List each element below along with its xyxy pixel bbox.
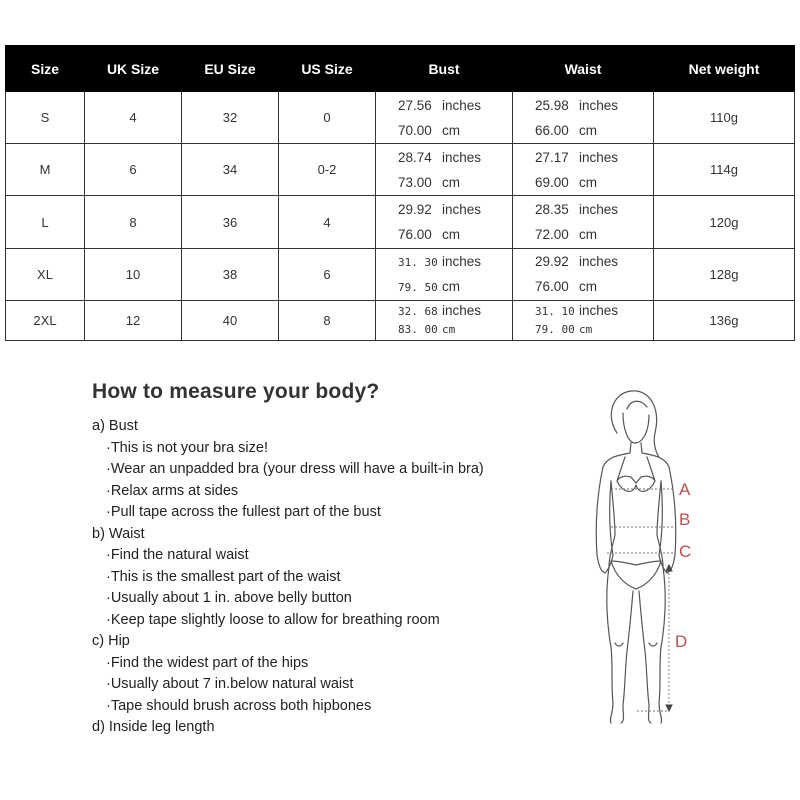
section-inside-leg-heading: d) Inside leg length bbox=[92, 719, 215, 735]
size-chart-table bbox=[5, 45, 795, 341]
table-row bbox=[6, 144, 795, 196]
list-item: ·Usually about 1 in. above belly button bbox=[106, 590, 352, 606]
header-net-weight: Net weight bbox=[654, 46, 795, 92]
header-eu-size: EU Size bbox=[182, 46, 279, 92]
right-leg-outline bbox=[659, 567, 665, 723]
waist-cm: 66.00 cm bbox=[535, 122, 597, 138]
cell-uk-size: 12 bbox=[85, 300, 182, 340]
arrow-down-icon bbox=[666, 705, 672, 711]
bust-cm: 79. 50 cm bbox=[398, 279, 460, 295]
cell-size: 2XL bbox=[6, 300, 85, 340]
cell-uk-size: 10 bbox=[85, 248, 182, 300]
header-us-size: US Size bbox=[279, 46, 376, 92]
cell-uk-size: 6 bbox=[85, 144, 182, 196]
cell-bust bbox=[376, 144, 513, 196]
list-item: ·Pull tape across the fullest part of the bust bbox=[106, 504, 381, 520]
list-item: ·Relax arms at sides bbox=[106, 482, 239, 499]
bust-inches: 32. 68 inches bbox=[398, 303, 482, 319]
bust-inches: 31. 30 inches bbox=[398, 254, 482, 270]
header-size: Size bbox=[6, 46, 85, 92]
left-leg-outline bbox=[607, 567, 613, 723]
waist-inches: 28.35 inches bbox=[535, 202, 619, 217]
bust-cm: 76.00 cm bbox=[398, 227, 460, 242]
cell-size: M bbox=[6, 144, 85, 196]
header-uk-size: UK Size bbox=[85, 46, 182, 92]
body-measurement-figure bbox=[575, 385, 735, 740]
cell-uk-size: 4 bbox=[85, 92, 182, 144]
cell-us-size: 4 bbox=[279, 196, 376, 248]
bust-inches: 29.92 inches bbox=[398, 202, 482, 217]
list-item: ·This is the smallest part of the waist bbox=[106, 568, 341, 585]
section-hip-heading: c) Hip bbox=[92, 633, 130, 649]
waist-inches: 29.92 inches bbox=[535, 254, 619, 270]
cell-size: XL bbox=[6, 248, 85, 300]
cell-us-size: 6 bbox=[279, 248, 376, 300]
list-item: ·This is not your bra size! bbox=[106, 439, 268, 456]
cell-bust bbox=[376, 196, 513, 248]
cell-us-size: 0-2 bbox=[279, 144, 376, 196]
cell-waist bbox=[513, 196, 654, 248]
bikini-bottom bbox=[611, 561, 661, 589]
list-item: ·Tape should brush across both hipbones bbox=[106, 697, 372, 714]
label-b: B bbox=[679, 510, 691, 529]
label-d: D bbox=[675, 632, 688, 651]
bust-cm: 70.00 cm bbox=[398, 122, 460, 138]
cell-net-weight: 136g bbox=[654, 300, 795, 340]
cell-uk-size: 8 bbox=[85, 196, 182, 248]
section-waist-heading: b) Waist bbox=[92, 525, 145, 542]
list-item: ·Usually about 7 in.below natural waist bbox=[106, 676, 354, 692]
waist-cm: 79. 00 cm bbox=[535, 323, 593, 337]
cell-size: L bbox=[6, 196, 85, 248]
cell-bust bbox=[376, 248, 513, 300]
cell-size: S bbox=[6, 92, 85, 144]
table-row bbox=[6, 248, 795, 300]
table-row bbox=[6, 196, 795, 248]
bust-cm: 83. 00 cm bbox=[398, 323, 456, 337]
cell-eu-size: 32 bbox=[182, 92, 279, 144]
cell-eu-size: 34 bbox=[182, 144, 279, 196]
bust-inches: 27.56 inches bbox=[398, 97, 482, 113]
cell-net-weight: 114g bbox=[654, 144, 795, 196]
bust-cm: 73.00 cm bbox=[398, 174, 460, 190]
list-item: ·Find the natural waist bbox=[106, 547, 249, 563]
cell-net-weight: 120g bbox=[654, 196, 795, 248]
waist-cm: 69.00 cm bbox=[535, 174, 597, 190]
waist-cm: 72.00 cm bbox=[535, 227, 597, 242]
section-bust-heading: a) Bust bbox=[92, 418, 138, 434]
header-bust: Bust bbox=[376, 46, 513, 92]
hair-outline bbox=[611, 391, 659, 457]
waist-inches: 27.17 inches bbox=[535, 149, 619, 165]
cell-us-size: 8 bbox=[279, 300, 376, 340]
cell-net-weight: 110g bbox=[654, 92, 795, 144]
label-c: C bbox=[679, 542, 692, 561]
table-header-row bbox=[6, 46, 795, 92]
head-outline bbox=[623, 413, 649, 443]
label-a: A bbox=[679, 480, 691, 499]
cell-us-size: 0 bbox=[279, 92, 376, 144]
waist-inches: 31. 10 inches bbox=[535, 303, 619, 319]
cell-net-weight: 128g bbox=[654, 248, 795, 300]
cell-eu-size: 40 bbox=[182, 300, 279, 340]
list-item: ·Keep tape slightly loose to allow for breathing room bbox=[106, 611, 440, 628]
bust-inches: 28.74 inches bbox=[398, 149, 482, 165]
cell-waist bbox=[513, 144, 654, 196]
cell-waist bbox=[513, 92, 654, 144]
list-item: ·Find the widest part of the hips bbox=[106, 654, 309, 671]
cell-waist bbox=[513, 300, 654, 340]
header-waist: Waist bbox=[513, 46, 654, 92]
list-item: ·Wear an unpadded bra (your dress will have a built-in bra) bbox=[106, 461, 484, 477]
cell-bust bbox=[376, 92, 513, 144]
table-row bbox=[6, 300, 795, 340]
guide-title: How to measure your body? bbox=[92, 380, 380, 403]
cell-eu-size: 36 bbox=[182, 196, 279, 248]
cell-eu-size: 38 bbox=[182, 248, 279, 300]
waist-inches: 25.98 inches bbox=[535, 97, 619, 113]
table-row bbox=[6, 92, 795, 144]
measurement-guide bbox=[92, 416, 572, 739]
waist-cm: 76.00 cm bbox=[535, 279, 597, 295]
cell-waist bbox=[513, 248, 654, 300]
cell-bust bbox=[376, 300, 513, 340]
